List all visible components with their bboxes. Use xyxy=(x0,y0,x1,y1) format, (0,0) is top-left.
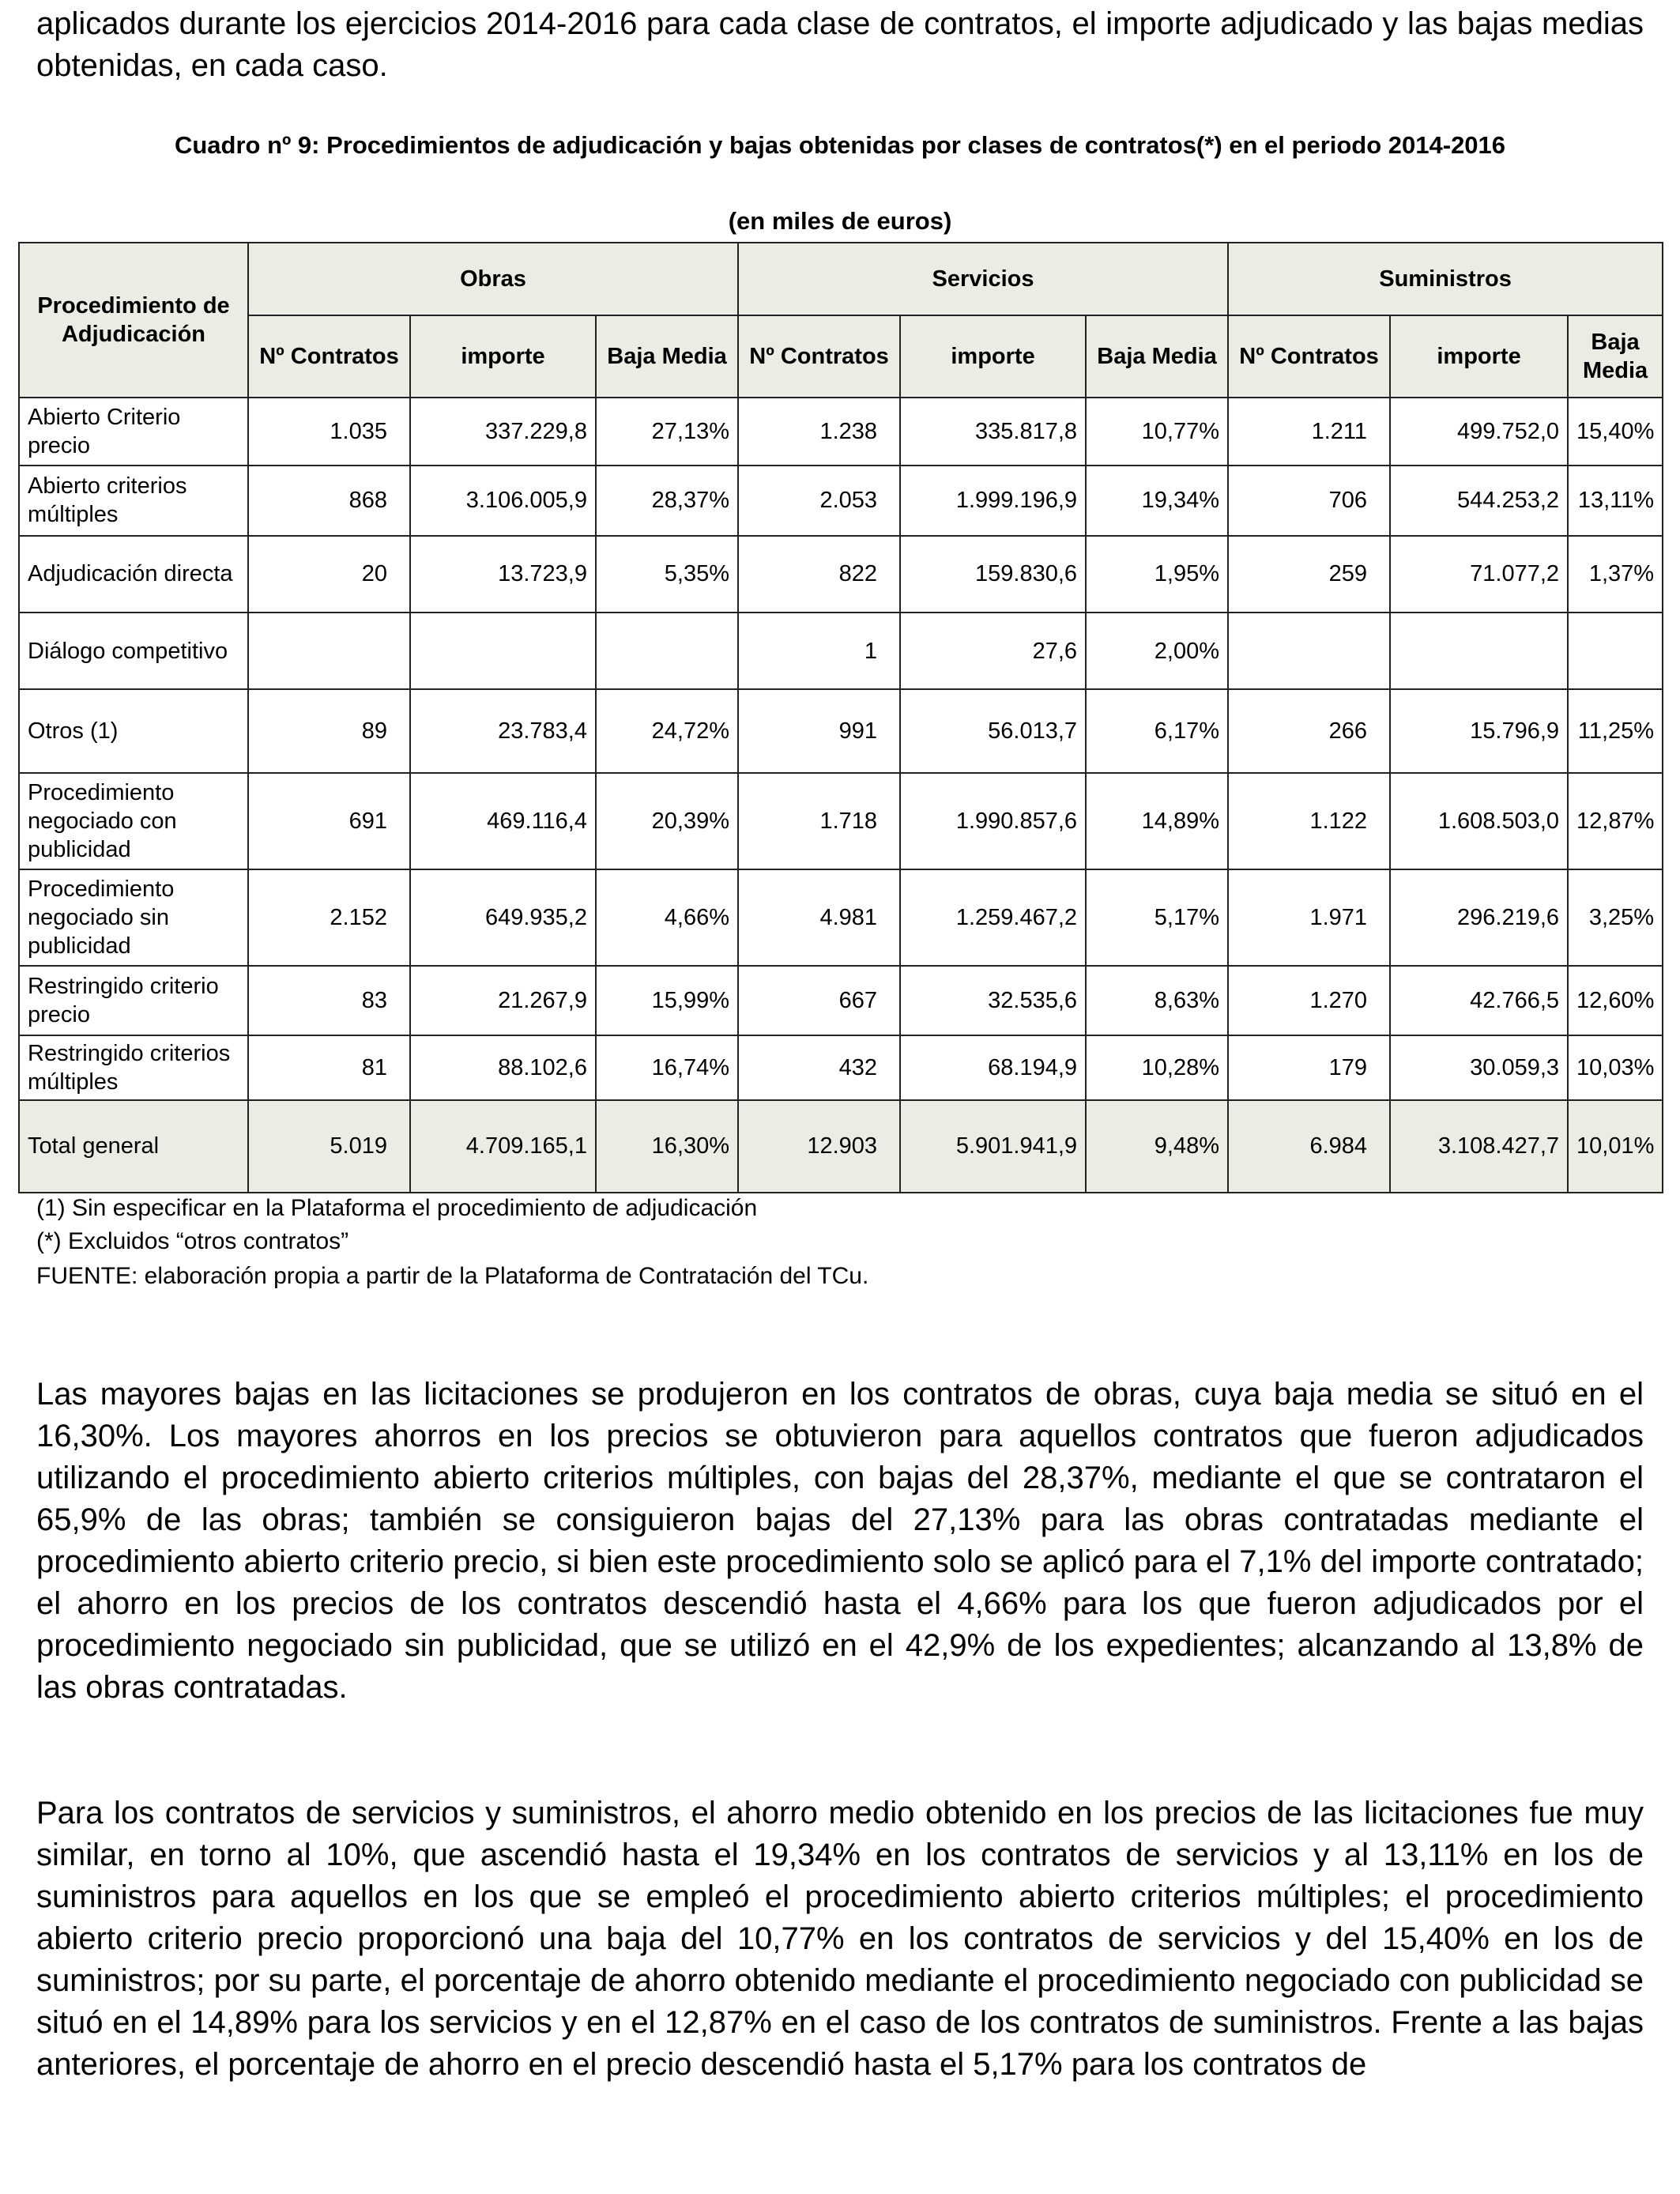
table-cell: 667 xyxy=(738,966,900,1035)
table-cell: 14,89% xyxy=(1086,773,1228,869)
table-cell: 10,77% xyxy=(1086,398,1228,466)
footnote-1: (1) Sin especificar en la Plataforma el procedimiento de adjudicación xyxy=(36,1195,758,1221)
subheader-importe: importe xyxy=(900,315,1086,398)
table-cell: 56.013,7 xyxy=(900,689,1086,773)
table-cell: 335.817,8 xyxy=(900,398,1086,466)
table-cell: 1.259.467,2 xyxy=(900,869,1086,966)
subheader-baja-media: Baja Media xyxy=(596,315,738,398)
table-cell: 32.535,6 xyxy=(900,966,1086,1035)
table-cell: 5,17% xyxy=(1086,869,1228,966)
row-label: Restringido criterios múltiples xyxy=(19,1035,248,1100)
table-cell: 1.270 xyxy=(1228,966,1390,1035)
header-group-servicios: Servicios xyxy=(738,243,1228,315)
table-cell: 83 xyxy=(248,966,410,1035)
table-cell: 691 xyxy=(248,773,410,869)
table-cell: 23.783,4 xyxy=(410,689,596,773)
table-cell: 706 xyxy=(1228,466,1390,535)
table-cell: 4,66% xyxy=(596,869,738,966)
footnote-source: FUENTE: elaboración propia a partir de la Plataforma de Contratación del TCu. xyxy=(36,1263,869,1289)
table-cell: 81 xyxy=(248,1035,410,1100)
subheader-baja-media: Baja Media xyxy=(1086,315,1228,398)
table-cell: 1.238 xyxy=(738,398,900,466)
table-cell xyxy=(596,613,738,689)
procedures-table xyxy=(18,242,1663,1193)
table-cell: 1.990.857,6 xyxy=(900,773,1086,869)
table-cell: 159.830,6 xyxy=(900,536,1086,613)
table-row xyxy=(19,966,1663,1035)
table-cell: 15,99% xyxy=(596,966,738,1035)
total-cell: 10,01% xyxy=(1568,1100,1663,1193)
table-cell: 868 xyxy=(248,466,410,535)
table-cell: 1 xyxy=(738,613,900,689)
table-cell: 432 xyxy=(738,1035,900,1100)
table-cell: 13.723,9 xyxy=(410,536,596,613)
table-cell: 4.981 xyxy=(738,869,900,966)
row-label: Procedimiento negociado sin publicidad xyxy=(19,869,248,966)
table-cell: 27,6 xyxy=(900,613,1086,689)
table-cell: 5,35% xyxy=(596,536,738,613)
table-cell: 20 xyxy=(248,536,410,613)
total-label: Total general xyxy=(19,1100,248,1193)
row-label: Diálogo competitivo xyxy=(19,613,248,689)
subheader-contratos: Nº Contratos xyxy=(248,315,410,398)
table-cell: 1.122 xyxy=(1228,773,1390,869)
table-row xyxy=(19,689,1663,773)
total-cell: 5.019 xyxy=(248,1100,410,1193)
table-cell: 27,13% xyxy=(596,398,738,466)
table-cell: 499.752,0 xyxy=(1390,398,1568,466)
table-row xyxy=(19,398,1663,466)
table-cell: 649.935,2 xyxy=(410,869,596,966)
table-cell: 1.608.503,0 xyxy=(1390,773,1568,869)
table-body xyxy=(19,398,1663,1193)
table-cell xyxy=(1568,613,1663,689)
total-cell: 6.984 xyxy=(1228,1100,1390,1193)
header-group-suministros: Suministros xyxy=(1228,243,1663,315)
table-cell: 88.102,6 xyxy=(410,1035,596,1100)
table-cell: 13,11% xyxy=(1568,466,1663,535)
table-cell: 6,17% xyxy=(1086,689,1228,773)
table-cell: 2,00% xyxy=(1086,613,1228,689)
total-cell: 4.709.165,1 xyxy=(410,1100,596,1193)
table-cell: 1,37% xyxy=(1568,536,1663,613)
subheader-baja-media: Baja Media xyxy=(1568,315,1663,398)
table-cell: 42.766,5 xyxy=(1390,966,1568,1035)
table-cell xyxy=(1390,613,1568,689)
row-label: Restringido criterio precio xyxy=(19,966,248,1035)
body-paragraph-1: Las mayores bajas en las licitaciones se produjeron en los contratos de obras, cuya baja media se situó en el 16,30%. Los mayores ahorros en los precios se obtuvieron para aquellos contratos que fueron adjudicados utilizando el procedimiento abierto criterios múltiples, con bajas del 28,37%, mediante el que se contrataron el 65,9% de las obras; también se consiguieron bajas del 27,13% para las obras contratadas mediante el procedimiento abierto criterio precio, si bien este procedimiento solo se aplicó para el 7,1% del importe contratado; el ahorro en los precios de los contratos descendió hasta el 4,66% para los que fueron adjudicados por el procedimiento negociado sin publicidad, que se utilizó en el 42,9% de los expedientes; alcanzando al 13,8% de las obras contratadas. xyxy=(36,1377,1644,1705)
table-cell: 10,03% xyxy=(1568,1035,1663,1100)
subheader-contratos: Nº Contratos xyxy=(1228,315,1390,398)
row-label: Abierto criterios múltiples xyxy=(19,466,248,535)
subheader-row xyxy=(19,315,1663,398)
table-cell: 544.253,2 xyxy=(1390,466,1568,535)
subheader-importe: importe xyxy=(410,315,596,398)
table-row xyxy=(19,773,1663,869)
table-cell: 822 xyxy=(738,536,900,613)
table-cell: 991 xyxy=(738,689,900,773)
table-cell: 15,40% xyxy=(1568,398,1663,466)
table-cell: 3.106.005,9 xyxy=(410,466,596,535)
total-cell: 5.901.941,9 xyxy=(900,1100,1086,1193)
intro-paragraph: aplicados durante los ejercicios 2014-2016 para cada clase de contratos, el importe adjudicado y las bajas medias obtenidas, en cada caso. xyxy=(36,6,1644,83)
table-cell: 1.035 xyxy=(248,398,410,466)
table-row xyxy=(19,1035,1663,1100)
table-cell: 15.796,9 xyxy=(1390,689,1568,773)
table-cell: 89 xyxy=(248,689,410,773)
table-row xyxy=(19,536,1663,613)
table-row xyxy=(19,466,1663,535)
total-cell: 16,30% xyxy=(596,1100,738,1193)
row-label: Procedimiento negociado con publicidad xyxy=(19,773,248,869)
table-cell: 259 xyxy=(1228,536,1390,613)
table-cell: 1.211 xyxy=(1228,398,1390,466)
table-cell: 1.971 xyxy=(1228,869,1390,966)
total-cell: 9,48% xyxy=(1086,1100,1228,1193)
table-cell: 16,74% xyxy=(596,1035,738,1100)
table-cell: 10,28% xyxy=(1086,1035,1228,1100)
table-cell: 68.194,9 xyxy=(900,1035,1086,1100)
table-caption-units: (en miles de euros) xyxy=(728,207,952,235)
table-cell: 1,95% xyxy=(1086,536,1228,613)
subheader-importe: importe xyxy=(1390,315,1568,398)
table-cell: 24,72% xyxy=(596,689,738,773)
total-cell: 12.903 xyxy=(738,1100,900,1193)
table-cell: 20,39% xyxy=(596,773,738,869)
table-cell xyxy=(1228,613,1390,689)
table-cell: 12,87% xyxy=(1568,773,1663,869)
table-cell: 2.053 xyxy=(738,466,900,535)
table-cell: 2.152 xyxy=(248,869,410,966)
table-cell: 30.059,3 xyxy=(1390,1035,1568,1100)
header-group-obras: Obras xyxy=(248,243,738,315)
table-row xyxy=(19,869,1663,966)
body-paragraph-2: Para los contratos de servicios y suministros, el ahorro medio obtenido en los precios de las licitaciones fue muy similar, en torno al 10%, que ascendió hasta el 19,34% en los contratos de servicios y al 13,11% en los de suministros para aquellos en los que se empleó el procedimiento abierto criterios múltiples; el procedimiento abierto criterio precio proporcionó una baja del 10,77% en los contratos de servicios y del 15,40% en los de suministros; por su parte, el porcentaje de ahorro obtenido mediante el procedimiento negociado con publicidad se situó en el 14,89% para los servicios y en el 12,87% en el caso de los contratos de suministros. Frente a las bajas anteriores, el porcentaje de ahorro en el precio descendió hasta el 5,17% para los contratos de xyxy=(36,1796,1644,2082)
table-cell xyxy=(248,613,410,689)
table-cell: 179 xyxy=(1228,1035,1390,1100)
table-cell: 1.999.196,9 xyxy=(900,466,1086,535)
table-cell: 3,25% xyxy=(1568,869,1663,966)
table-cell: 71.077,2 xyxy=(1390,536,1568,613)
table-cell: 266 xyxy=(1228,689,1390,773)
row-label: Otros (1) xyxy=(19,689,248,773)
footnote-excluded: (*) Excluidos “otros contratos” xyxy=(36,1228,349,1254)
row-label: Abierto Criterio precio xyxy=(19,398,248,466)
row-label: Adjudicación directa xyxy=(19,536,248,613)
table-cell: 1.718 xyxy=(738,773,900,869)
total-row xyxy=(19,1100,1663,1193)
table-cell: 21.267,9 xyxy=(410,966,596,1035)
table-caption-title: Cuadro nº 9: Procedimientos de adjudicación y bajas obtenidas por clases de contratos(*) en el periodo 2014-2016 xyxy=(174,131,1506,159)
total-cell: 3.108.427,7 xyxy=(1390,1100,1568,1193)
table-cell: 469.116,4 xyxy=(410,773,596,869)
table-cell: 19,34% xyxy=(1086,466,1228,535)
table-cell: 337.229,8 xyxy=(410,398,596,466)
table-cell: 12,60% xyxy=(1568,966,1663,1035)
table-row xyxy=(19,613,1663,689)
table-cell: 28,37% xyxy=(596,466,738,535)
subheader-contratos: Nº Contratos xyxy=(738,315,900,398)
table-cell: 296.219,6 xyxy=(1390,869,1568,966)
table-cell: 8,63% xyxy=(1086,966,1228,1035)
header-procedure: Procedimiento de Adjudicación xyxy=(19,243,248,398)
table-cell xyxy=(410,613,596,689)
table-cell: 11,25% xyxy=(1568,689,1663,773)
